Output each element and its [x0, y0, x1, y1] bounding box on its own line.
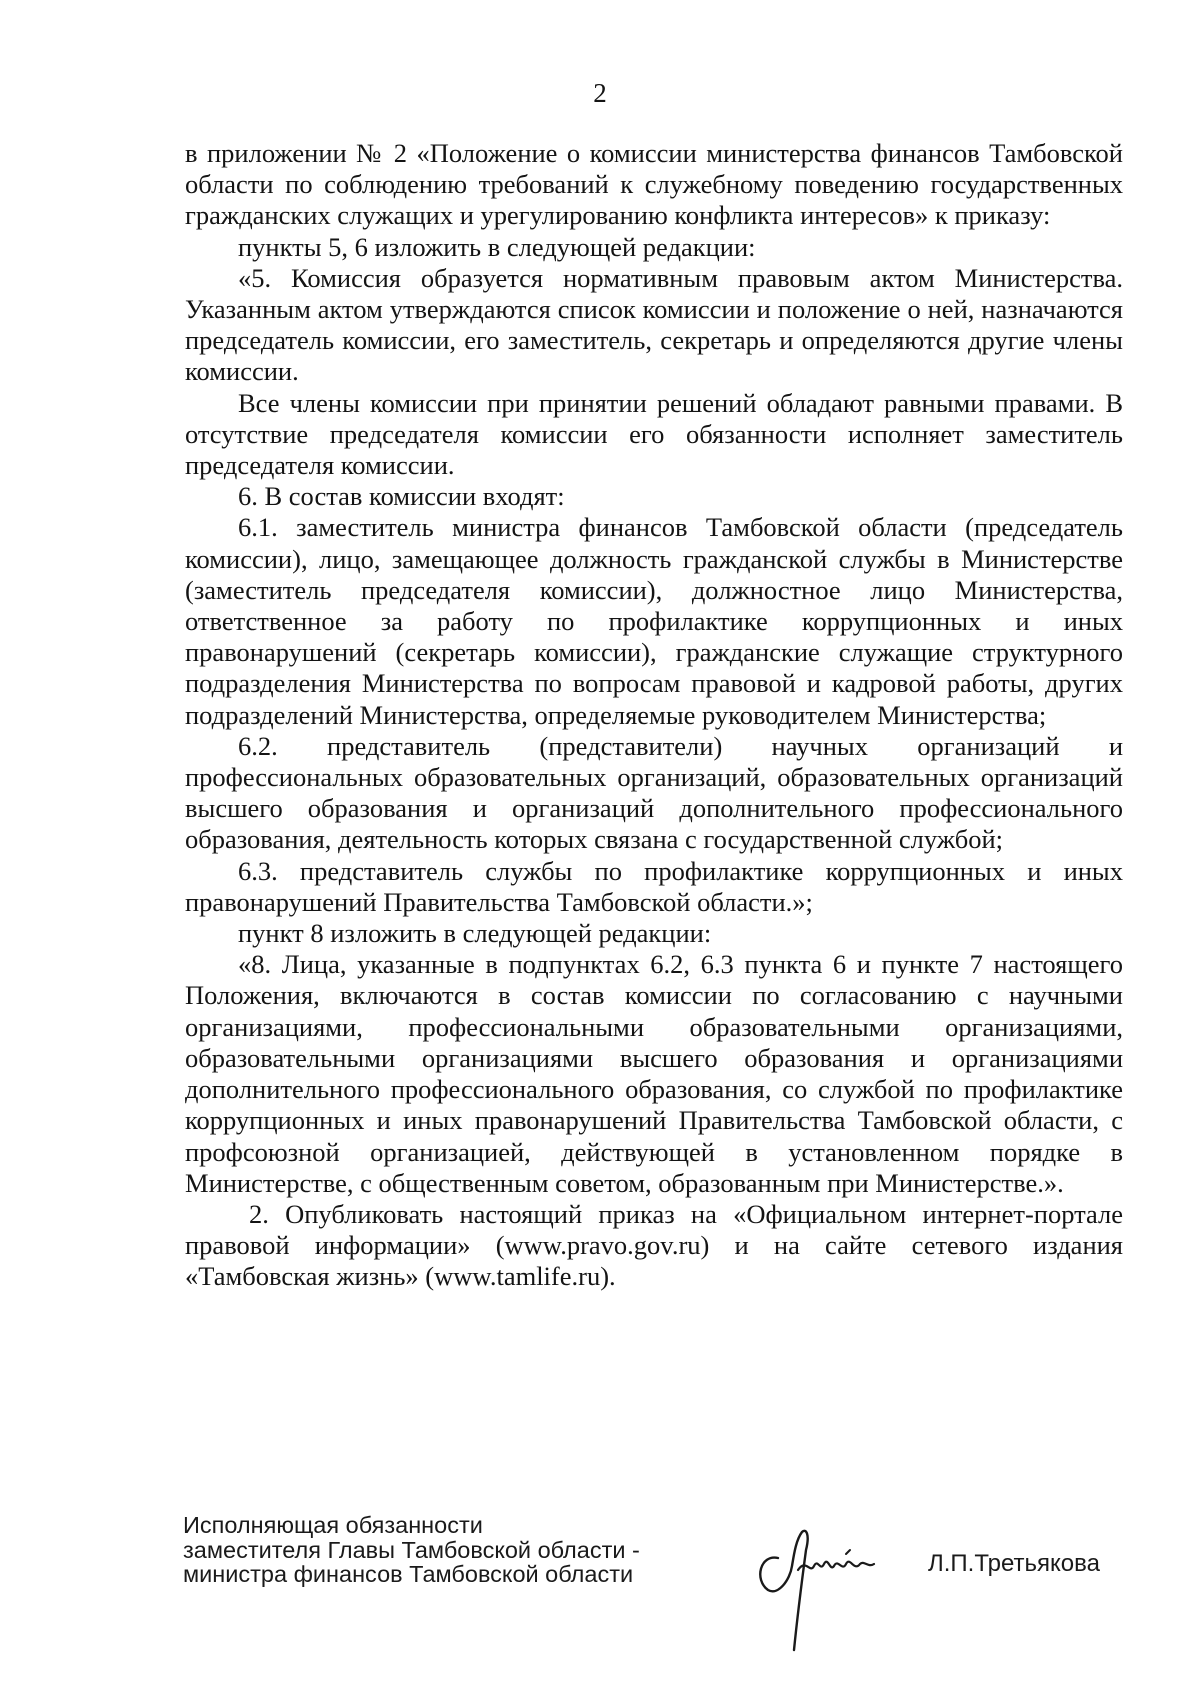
paragraph-members-rights: Все члены комиссии при принятии решений обладают равными правами. В отсутствие председателя комиссии его обязанности исполняет заместитель председателя комиссии.	[185, 387, 1123, 481]
paragraph-points-5-6: пункты 5, 6 изложить в следующей редакции:	[238, 231, 756, 262]
paragraph-point-6-3: 6.3. представитель службы по профилактике коррупционных и иных правонарушений Правительства Тамбовской области.»;	[185, 855, 1123, 917]
paragraph-appendix-intro: в приложении № 2 «Положение о комиссии министерства финансов Тамбовской области по соблюдению требований к служебному поведению государственных гражданских служащих и урегулированию конфликта интересов» к приказу:	[185, 138, 1123, 231]
paragraph-point-6: 6. В состав комиссии входят:	[238, 481, 565, 512]
paragraph-point-5: «5. Комиссия образуется нормативным правовым актом Министерства. Указанным актом утверждаются список комиссии и положение о ней, назначаются председатель комиссии, его заместитель, секретарь и определяются другие члены комиссии.	[185, 262, 1123, 387]
paragraph-point-6-2: 6.2. представитель (представители) научных организаций и профессиональных образовательных организаций, образовательных организаций высшего образования и организаций дополнительного профессионального образования, деятельность которых связана с государственной службой;	[185, 730, 1123, 855]
signatory-position-line: заместителя Главы Тамбовской области -	[183, 1536, 640, 1563]
signatory-name: Л.П.Третьякова	[928, 1550, 1100, 1577]
document-body	[185, 138, 1123, 1293]
page-number: 2	[593, 78, 607, 108]
signatory-position-line: Исполняющая обязанности	[183, 1512, 483, 1538]
paragraph-point-8-intro: пункт 8 изложить в следующей редакции:	[238, 918, 712, 949]
paragraph-publish: 2. Опубликовать настоящий приказ на «Официальном интернет-портале правовой информации» (www.pravo.gov.ru) и на сайте сетевого издания «Тамбовская жизнь» (www.tamlife.ru).	[185, 1198, 1123, 1292]
paragraph-point-8: «8. Лица, указанные в подпунктах 6.2, 6.3 пункта 6 и пункте 7 настоящего Положения, включаются в состав комиссии по согласованию с научными организациями, профессиональными образовательными организациями, образовательными организациями высшего образования и организациями дополнительного профессионального образования, со службой по профилактике коррупционных и иных правонарушений Правительства Тамбовской области, с профсоюзной организацией, действующей в установленном порядке в Министерстве, с общественным советом, образованным при Министерстве.».	[185, 949, 1123, 1198]
signatory-position	[183, 1513, 640, 1587]
paragraph-point-6-1: 6.1. заместитель министра финансов Тамбовской области (председатель комиссии), лицо, замещающее должность гражданской службы в Министерстве (заместитель председателя комиссии), должностное лицо Министерства, ответственное за работу по профилактике коррупционных и иных правонарушений (секретарь комиссии), гражданские служащие структурного подразделения Министерства по вопросам правовой и кадровой работы, других подразделений Министерства, определяемые руководителем Министерства;	[185, 512, 1123, 730]
handwritten-signature	[750, 1510, 900, 1660]
signatory-position-line: министра финансов Тамбовской области	[183, 1561, 634, 1587]
